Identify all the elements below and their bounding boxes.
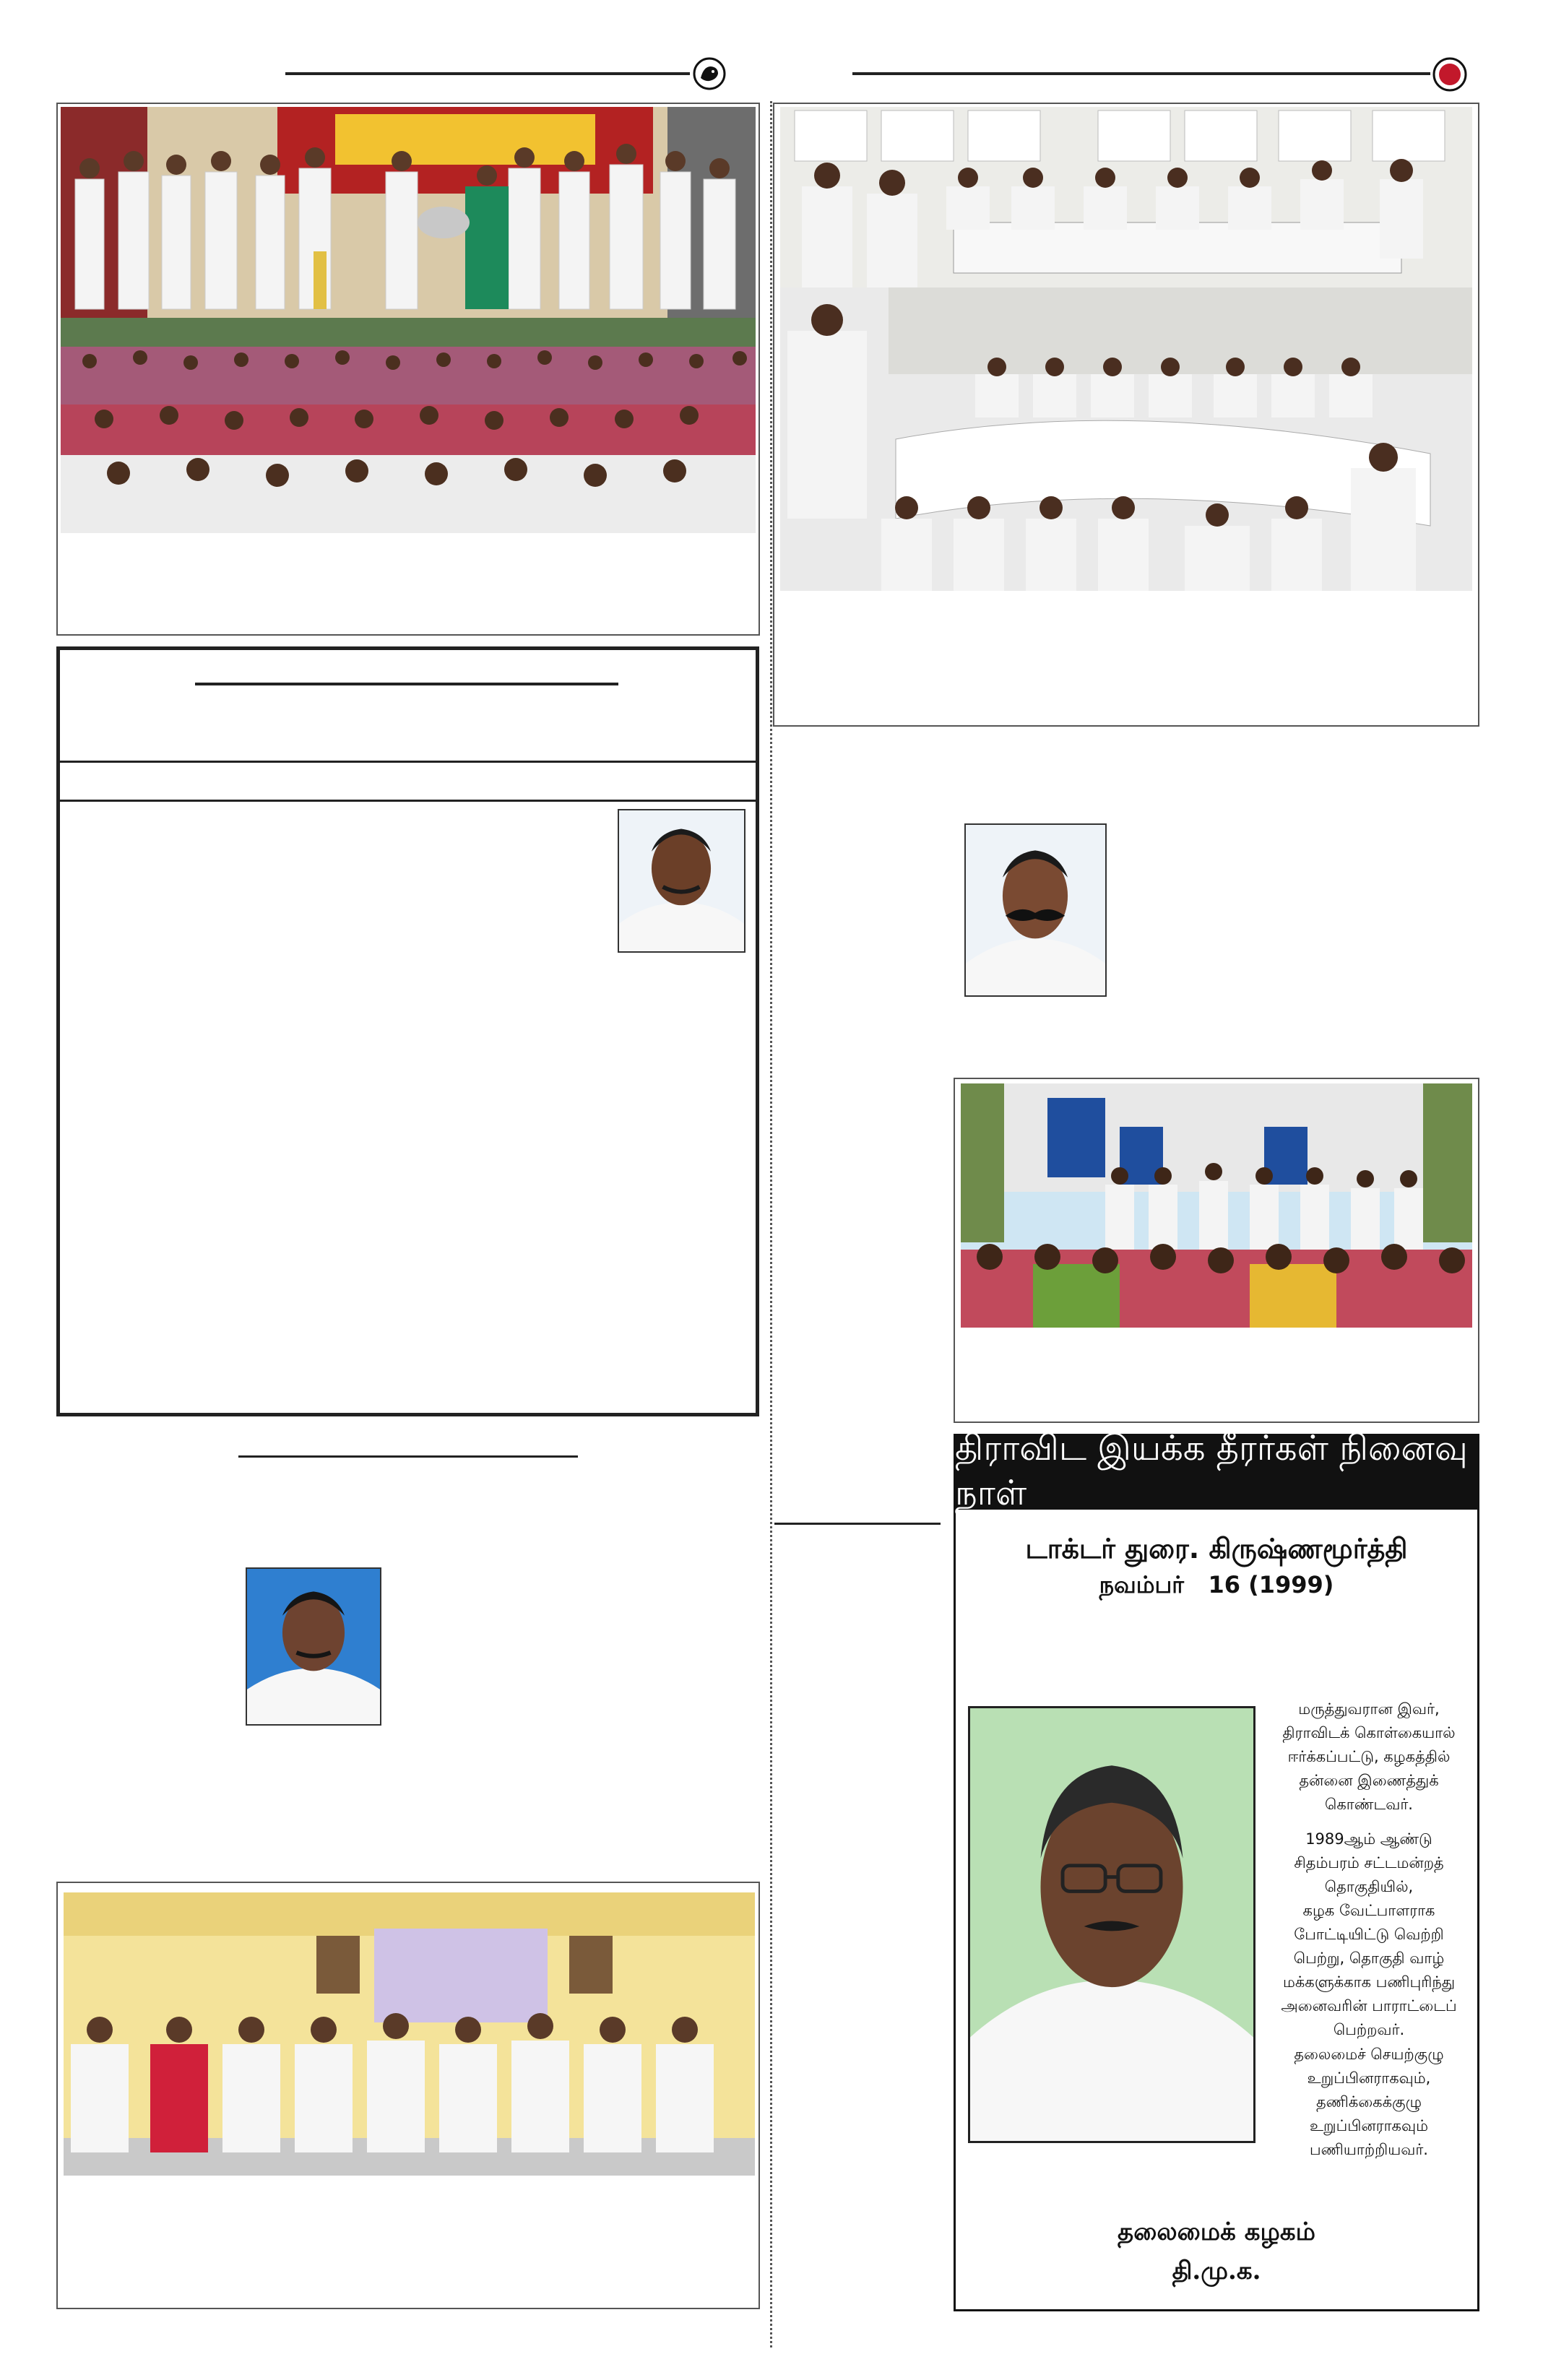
circle-emblem-icon — [1432, 56, 1468, 92]
bio-line: மருத்துவரான இவர், — [1298, 1700, 1440, 1718]
article-divider-1 — [59, 761, 757, 763]
tribute-bio-paragraph-3 — [1268, 2043, 1470, 2162]
bio-line: தொகுதியில், — [1324, 1878, 1414, 1895]
tribute-banner: திராவிட இயக்க தீரர்கள் நினைவு நாள் — [955, 1435, 1478, 1510]
header-rule-left — [285, 72, 690, 75]
tribute-sign-party: தி.மு.க. — [1172, 2256, 1261, 2285]
tiger-emblem-icon — [692, 56, 727, 91]
portrait-photo-man-1 — [618, 809, 745, 953]
tribute-date: நவம்பர் 16 (1999) — [1099, 1571, 1334, 1598]
conference-photo-bottom — [780, 287, 1472, 591]
portrait-photo-man-2 — [246, 1567, 381, 1726]
tribute-sign-head-office: தலைமைக் கழகம் — [1118, 2217, 1315, 2246]
column-divider — [770, 101, 772, 2347]
bio-line: அனைவரின் பாராட்டைப் — [1281, 1997, 1457, 2015]
bio-line: சிதம்பரம் சட்டமன்றத் — [1294, 1854, 1444, 1871]
tribute-name: டாக்டர் துரை. கிருஷ்ணமூர்த்தி — [1025, 1533, 1408, 1565]
article-divider-2 — [59, 800, 757, 802]
tribute-bio-paragraph-2 — [1268, 1827, 1470, 2042]
bio-line: உறுப்பினராகவும், — [1307, 2069, 1431, 2087]
bio-line: போட்டியிட்டு வெற்றி — [1294, 1926, 1444, 1943]
article-title-rule — [195, 683, 618, 685]
bio-line: ஈர்க்கப்பட்டு, கழகத்தில் — [1287, 1748, 1451, 1765]
bio-line: தணிக்கைக்குழு — [1315, 2093, 1422, 2111]
bio-line: மக்களுக்காக பணிபுரிந்து — [1282, 1973, 1456, 1991]
bio-line: கொண்டவர். — [1325, 1796, 1413, 1813]
village-meeting-photo — [961, 1083, 1472, 1328]
hall-meeting-photo — [64, 1892, 755, 2176]
audience-crowd-photo — [61, 318, 756, 533]
bio-line: தலைமைச் செயற்குழு — [1294, 2046, 1444, 2063]
bio-line: பெற்று, தொகுதி வாழ் — [1293, 1950, 1445, 1967]
portrait-photo-mustache-man — [964, 823, 1107, 997]
stage-ceremony-photo — [61, 107, 756, 324]
conference-photo-top — [780, 107, 1472, 287]
bio-line: திராவிடக் கொள்கையால் — [1282, 1724, 1456, 1741]
bio-line: 1989ஆம் ஆண்டு — [1305, 1830, 1432, 1848]
bio-line: கழக வேட்பாளராக — [1302, 1902, 1435, 1919]
article2-title-rule — [238, 1455, 578, 1458]
bio-line: பணியாற்றியவர். — [1310, 2141, 1428, 2158]
tribute-bio-paragraph-1 — [1268, 1697, 1470, 1817]
header-rule-right — [852, 72, 1430, 75]
bio-line: உறுப்பினராகவும் — [1309, 2117, 1428, 2134]
bio-line: பெற்றவர். — [1333, 2021, 1405, 2038]
tribute-portrait-photo — [968, 1706, 1255, 2143]
short-column-rule — [774, 1523, 941, 1525]
bio-line: தன்னை இணைத்துக் — [1299, 1772, 1439, 1789]
